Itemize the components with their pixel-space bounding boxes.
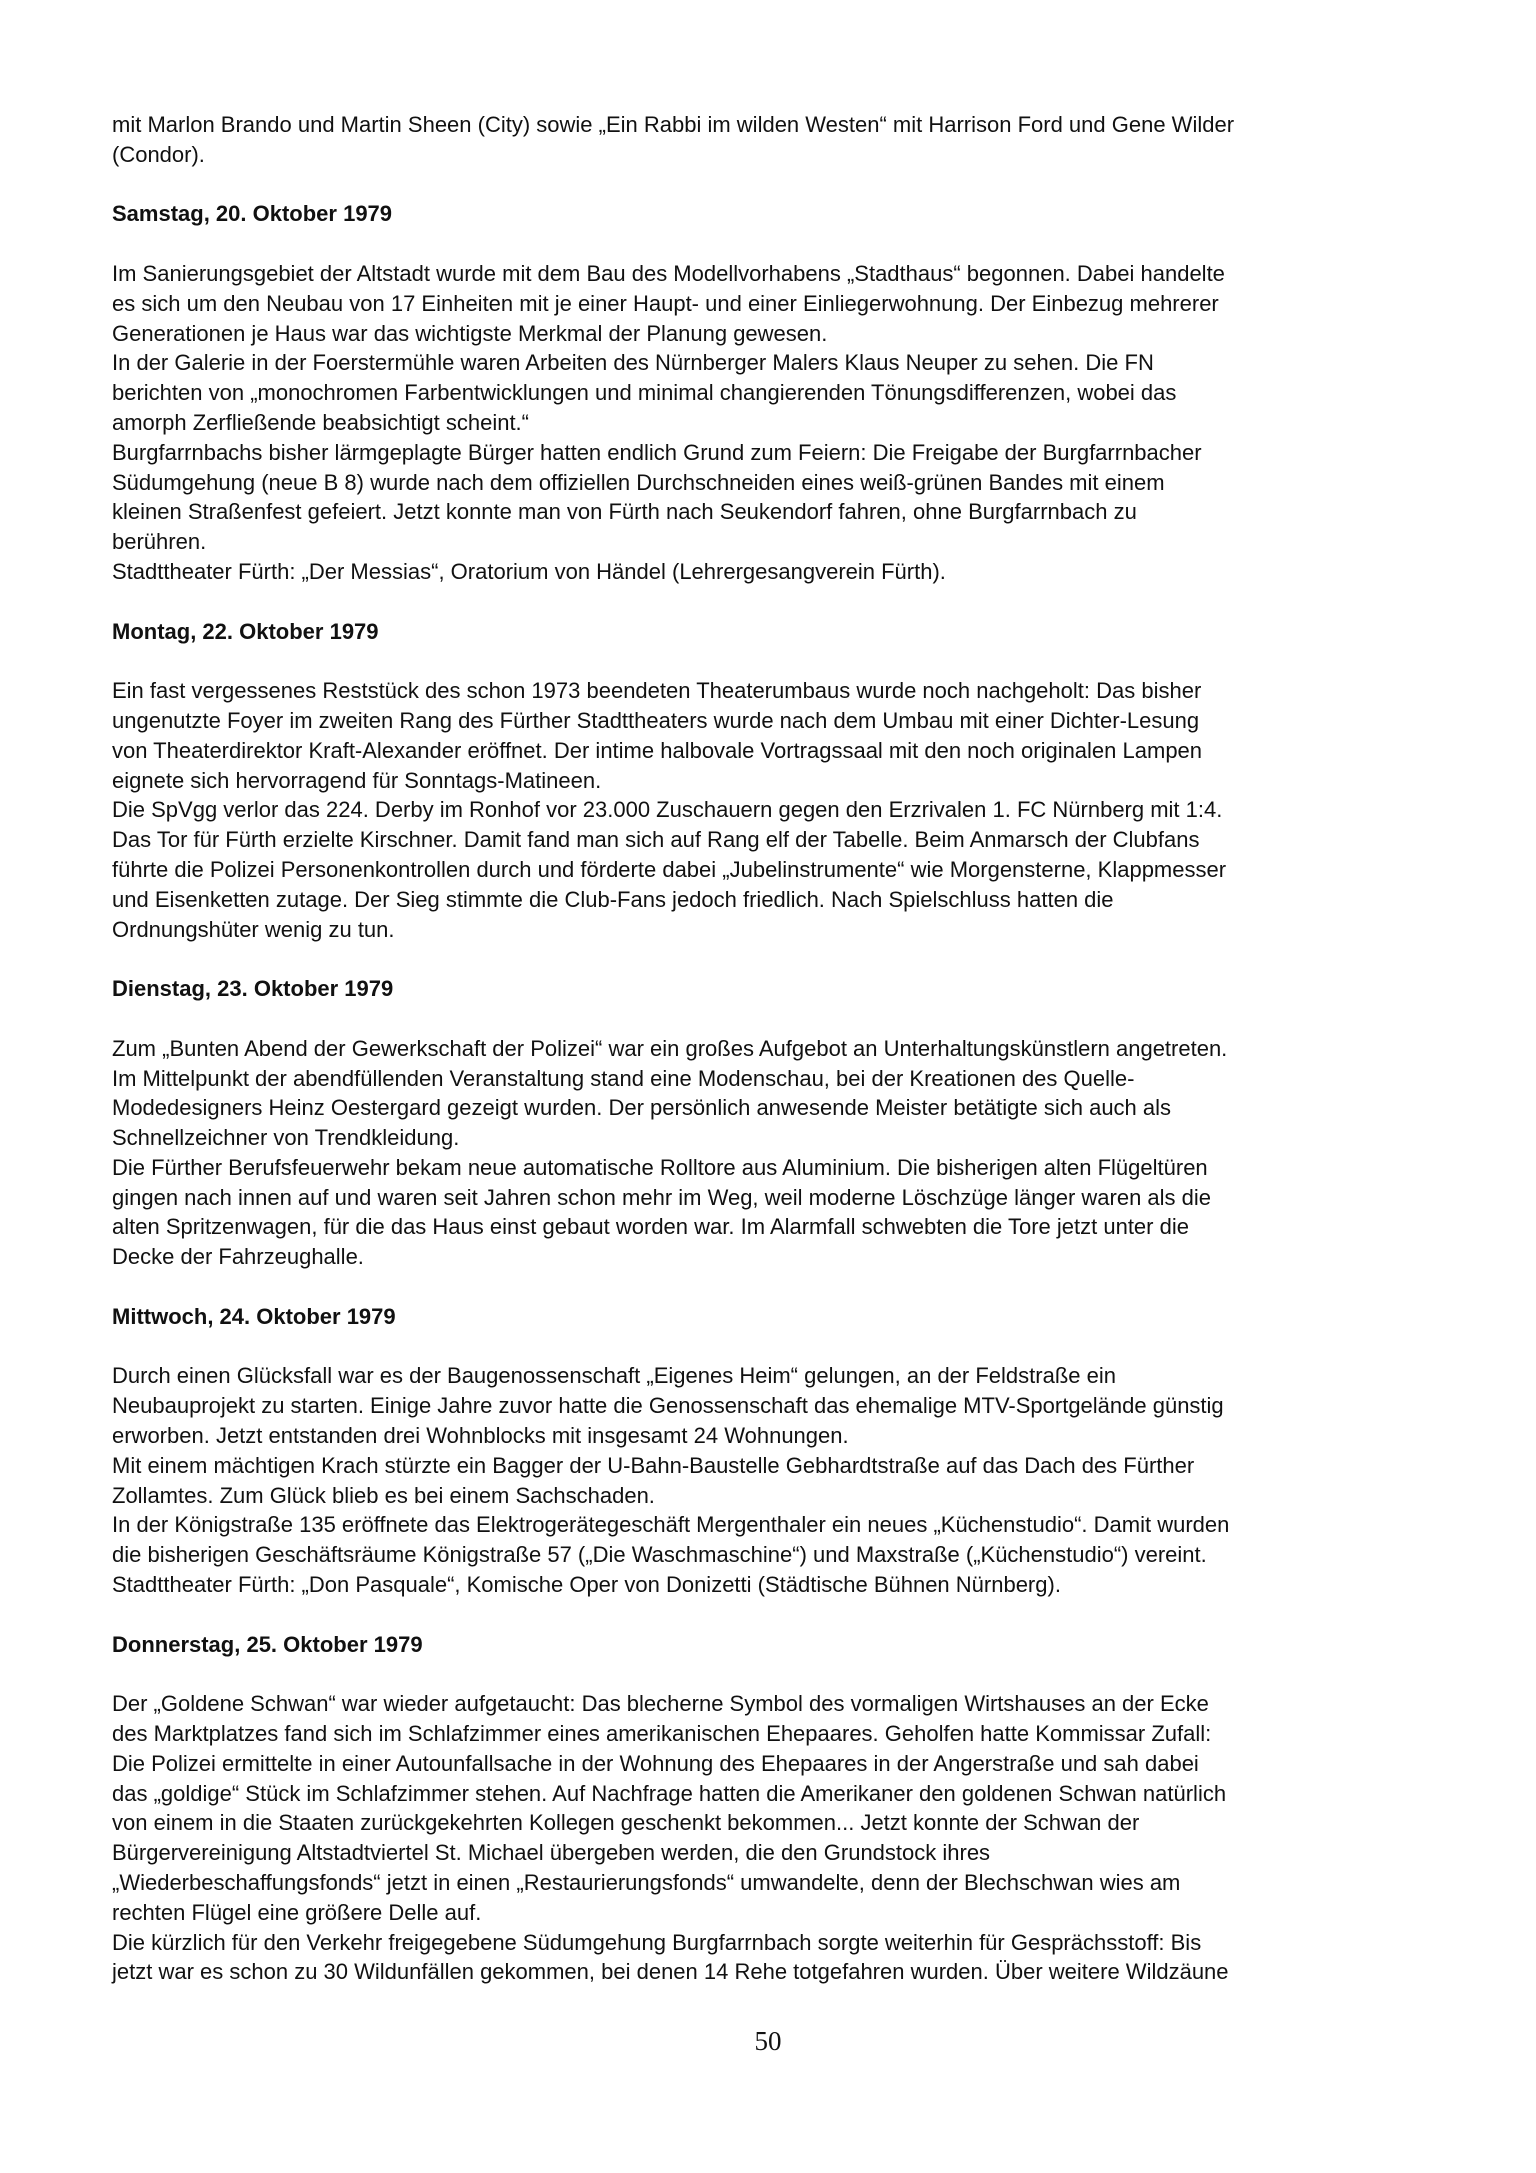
text-line: Mit einem mächtigen Krach stürzte ein Bagger der U-Bahn-Baustelle Gebhardtstraße auf das Dach des Fürther — [112, 1452, 1195, 1478]
text-line: Bürgervereinigung Altstadtviertel St. Michael übergeben werden, die den Grundstock ihres — [112, 1840, 991, 1866]
text-line: gingen nach innen auf und waren seit Jahren schon mehr im Weg, weil moderne Löschzüge länger waren als die — [112, 1184, 1212, 1210]
text-line: des Marktplatzes fand sich im Schlafzimmer eines amerikanischen Ehepaares. Geholfen hatte Kommissar Zufall: — [112, 1721, 1212, 1747]
text-line: Zum „Bunten Abend der Gewerkschaft der Polizei“ war ein großes Aufgebot an Unterhaltungskünstlern angetreten. — [112, 1035, 1228, 1061]
blank-line — [112, 229, 1442, 259]
text-line: amorph Zerfließende beabsichtigt scheint.“ — [112, 409, 529, 435]
date-heading: Samstag, 20. Oktober 1979 — [112, 201, 393, 227]
date-heading: Donnerstag, 25. Oktober 1979 — [112, 1631, 423, 1657]
text-line: die bisherigen Geschäftsräume Königstraße 57 („Die Waschmaschine“) und Maxstraße („Küchenstudio“) vereint. — [112, 1542, 1207, 1568]
text-line: ungenutzte Foyer im zweiten Rang des Fürther Stadttheaters wurde nach dem Umbau mit einer Dichter-Lesung — [112, 707, 1200, 733]
text-line: führte die Polizei Personenkontrollen durch und förderte dabei „Jubelinstrumente“ wie Morgensterne, Klappmesser — [112, 856, 1227, 882]
text-line: Die Polizei ermittelte in einer Autounfallsache in der Wohnung des Ehepaares in der Angerstraße und sah dabei — [112, 1750, 1199, 1776]
blank-line — [112, 1004, 1442, 1034]
text-line: Die Fürther Berufsfeuerwehr bekam neue automatische Rolltore aus Aluminium. Die bisherigen alten Flügeltüren — [112, 1154, 1208, 1180]
text-line: eignete sich hervorragend für Sonntags-Matineen. — [112, 767, 602, 793]
text-line: Der „Goldene Schwan“ war wieder aufgetaucht: Das blecherne Symbol des vormaligen Wirtshauses an der Ecke — [112, 1691, 1209, 1717]
text-line: In der Galerie in der Foerstermühle waren Arbeiten des Nürnberger Malers Klaus Neuper zu sehen. Die FN — [112, 350, 1154, 376]
text-line: berichten von „monochromen Farbentwicklungen und minimal changierenden Tönungsdifferenzen, wobei das — [112, 380, 1177, 406]
date-heading: Dienstag, 23. Oktober 1979 — [112, 976, 394, 1002]
text-line: Ordnungshüter wenig zu tun. — [112, 916, 395, 942]
text-line: jetzt war es schon zu 30 Wildunfällen gekommen, bei denen 14 Rehe totgefahren wurden. Über weitere Wildzäune — [112, 1959, 1229, 1985]
text-line: Schnellzeichner von Trendkleidung. — [112, 1125, 460, 1151]
text-line: berühren. — [112, 529, 207, 555]
text-line: Generationen je Haus war das wichtigste Merkmal der Planung gewesen. — [112, 320, 828, 346]
text-line: Das Tor für Fürth erzielte Kirschner. Damit fand man sich auf Rang elf der Tabelle. Beim Anmarsch der Clubfans — [112, 827, 1200, 853]
blank-line — [112, 646, 1442, 676]
text-line: von Theaterdirektor Kraft-Alexander eröffnet. Der intime halbovale Vortragssaal mit den noch originalen Lampen — [112, 737, 1203, 763]
blank-line — [112, 170, 1442, 200]
text-line: erworben. Jetzt entstanden drei Wohnblocks mit insgesamt 24 Wohnungen. — [112, 1423, 849, 1449]
text-line: Durch einen Glücksfall war es der Baugenossenschaft „Eigenes Heim“ gelungen, an der Feldstraße ein — [112, 1363, 1116, 1389]
text-line: Decke der Fahrzeughalle. — [112, 1244, 364, 1270]
page-number: 50 — [754, 2026, 782, 2056]
document-page — [112, 110, 1442, 1987]
text-line: von einem in die Staaten zurückgekehrten Kollegen geschenkt bekommen... Jetzt konnte der Schwan der — [112, 1810, 1140, 1836]
text-line: Neubauprojekt zu starten. Einige Jahre zuvor hatte die Genossenschaft das ehemalige MTV-Sportgelände günstig — [112, 1393, 1224, 1419]
blank-line — [112, 1659, 1442, 1689]
text-line: mit Marlon Brando und Martin Sheen (City) sowie „Ein Rabbi im wilden Westen“ mit Harrison Ford und Gene Wilder — [112, 112, 1235, 137]
text-line: Burgfarrnbachs bisher lärmgeplagte Bürger hatten endlich Grund zum Feiern: Die Freigabe der Burgfarrnbacher — [112, 439, 1202, 465]
text-line: rechten Flügel eine größere Delle auf. — [112, 1899, 482, 1925]
text-line: das „goldige“ Stück im Schlafzimmer stehen. Auf Nachfrage hatten die Amerikaner den goldenen Schwan natürlich — [112, 1780, 1227, 1806]
text-line: Die kürzlich für den Verkehr freigegebene Südumgehung Burgfarrnbach sorgte weiterhin für Gesprächsstoff: Bis — [112, 1929, 1202, 1955]
text-line: „Wiederbeschaffungsfonds“ jetzt in einen „Restaurierungsfonds“ umwandelte, denn der Blechschwan wies am — [112, 1870, 1181, 1896]
blank-line — [112, 1600, 1442, 1630]
text-line: es sich um den Neubau von 17 Einheiten mit je einer Haupt- und einer Einliegerwohnung. Der Einbezug mehrerer — [112, 290, 1219, 316]
text-line: Stadttheater Fürth: „Der Messias“, Oratorium von Händel (Lehrergesangverein Fürth). — [112, 558, 946, 584]
text-line: und Eisenketten zutage. Der Sieg stimmte die Club-Fans jedoch friedlich. Nach Spielschluss hatten die — [112, 886, 1114, 912]
blank-line — [112, 1332, 1442, 1362]
text-line: Im Mittelpunkt der abendfüllenden Veranstaltung stand eine Modenschau, bei der Kreationen des Quelle- — [112, 1065, 1135, 1091]
text-line: kleinen Straßenfest gefeiert. Jetzt konnte man von Fürth nach Seukendorf fahren, ohne Burgfarrnbach zu — [112, 499, 1137, 525]
text-line: alten Spritzenwagen, für die das Haus einst gebaut worden war. Im Alarmfall schwebten die Tore jetzt unter die — [112, 1214, 1189, 1240]
text-line: Im Sanierungsgebiet der Altstadt wurde mit dem Bau des Modellvorhabens „Stadthaus“ begonnen. Dabei handelte — [112, 260, 1225, 286]
text-line: Ein fast vergessenes Reststück des schon 1973 beendeten Theaterumbaus wurde noch nachgeholt: Das bisher — [112, 678, 1202, 704]
blank-line — [112, 944, 1442, 974]
text-line: Stadttheater Fürth: „Don Pasquale“, Komische Oper von Donizetti (Städtische Bühnen Nürnberg). — [112, 1572, 1061, 1598]
text-line: Zollamtes. Zum Glück blieb es bei einem Sachschaden. — [112, 1482, 655, 1508]
blank-line — [112, 1272, 1442, 1302]
text-line: In der Königstraße 135 eröffnete das Elektrogerätegeschäft Mergenthaler ein neues „Küchenstudio“. Damit wurden — [112, 1512, 1230, 1538]
date-heading: Montag, 22. Oktober 1979 — [112, 618, 379, 644]
date-heading: Mittwoch, 24. Oktober 1979 — [112, 1303, 396, 1329]
blank-line — [112, 587, 1442, 617]
text-line: Südumgehung (neue B 8) wurde nach dem offiziellen Durchschneiden eines weiß-grünen Bandes mit einem — [112, 469, 1165, 495]
text-line: Modedesigners Heinz Oestergard gezeigt wurden. Der persönlich anwesende Meister betätigte sich auch als — [112, 1095, 1172, 1121]
text-line: Die SpVgg verlor das 224. Derby im Ronhof vor 23.000 Zuschauern gegen den Erzrivalen 1. FC Nürnberg mit 1:4. — [112, 797, 1223, 823]
text-line: (Condor). — [112, 141, 205, 167]
